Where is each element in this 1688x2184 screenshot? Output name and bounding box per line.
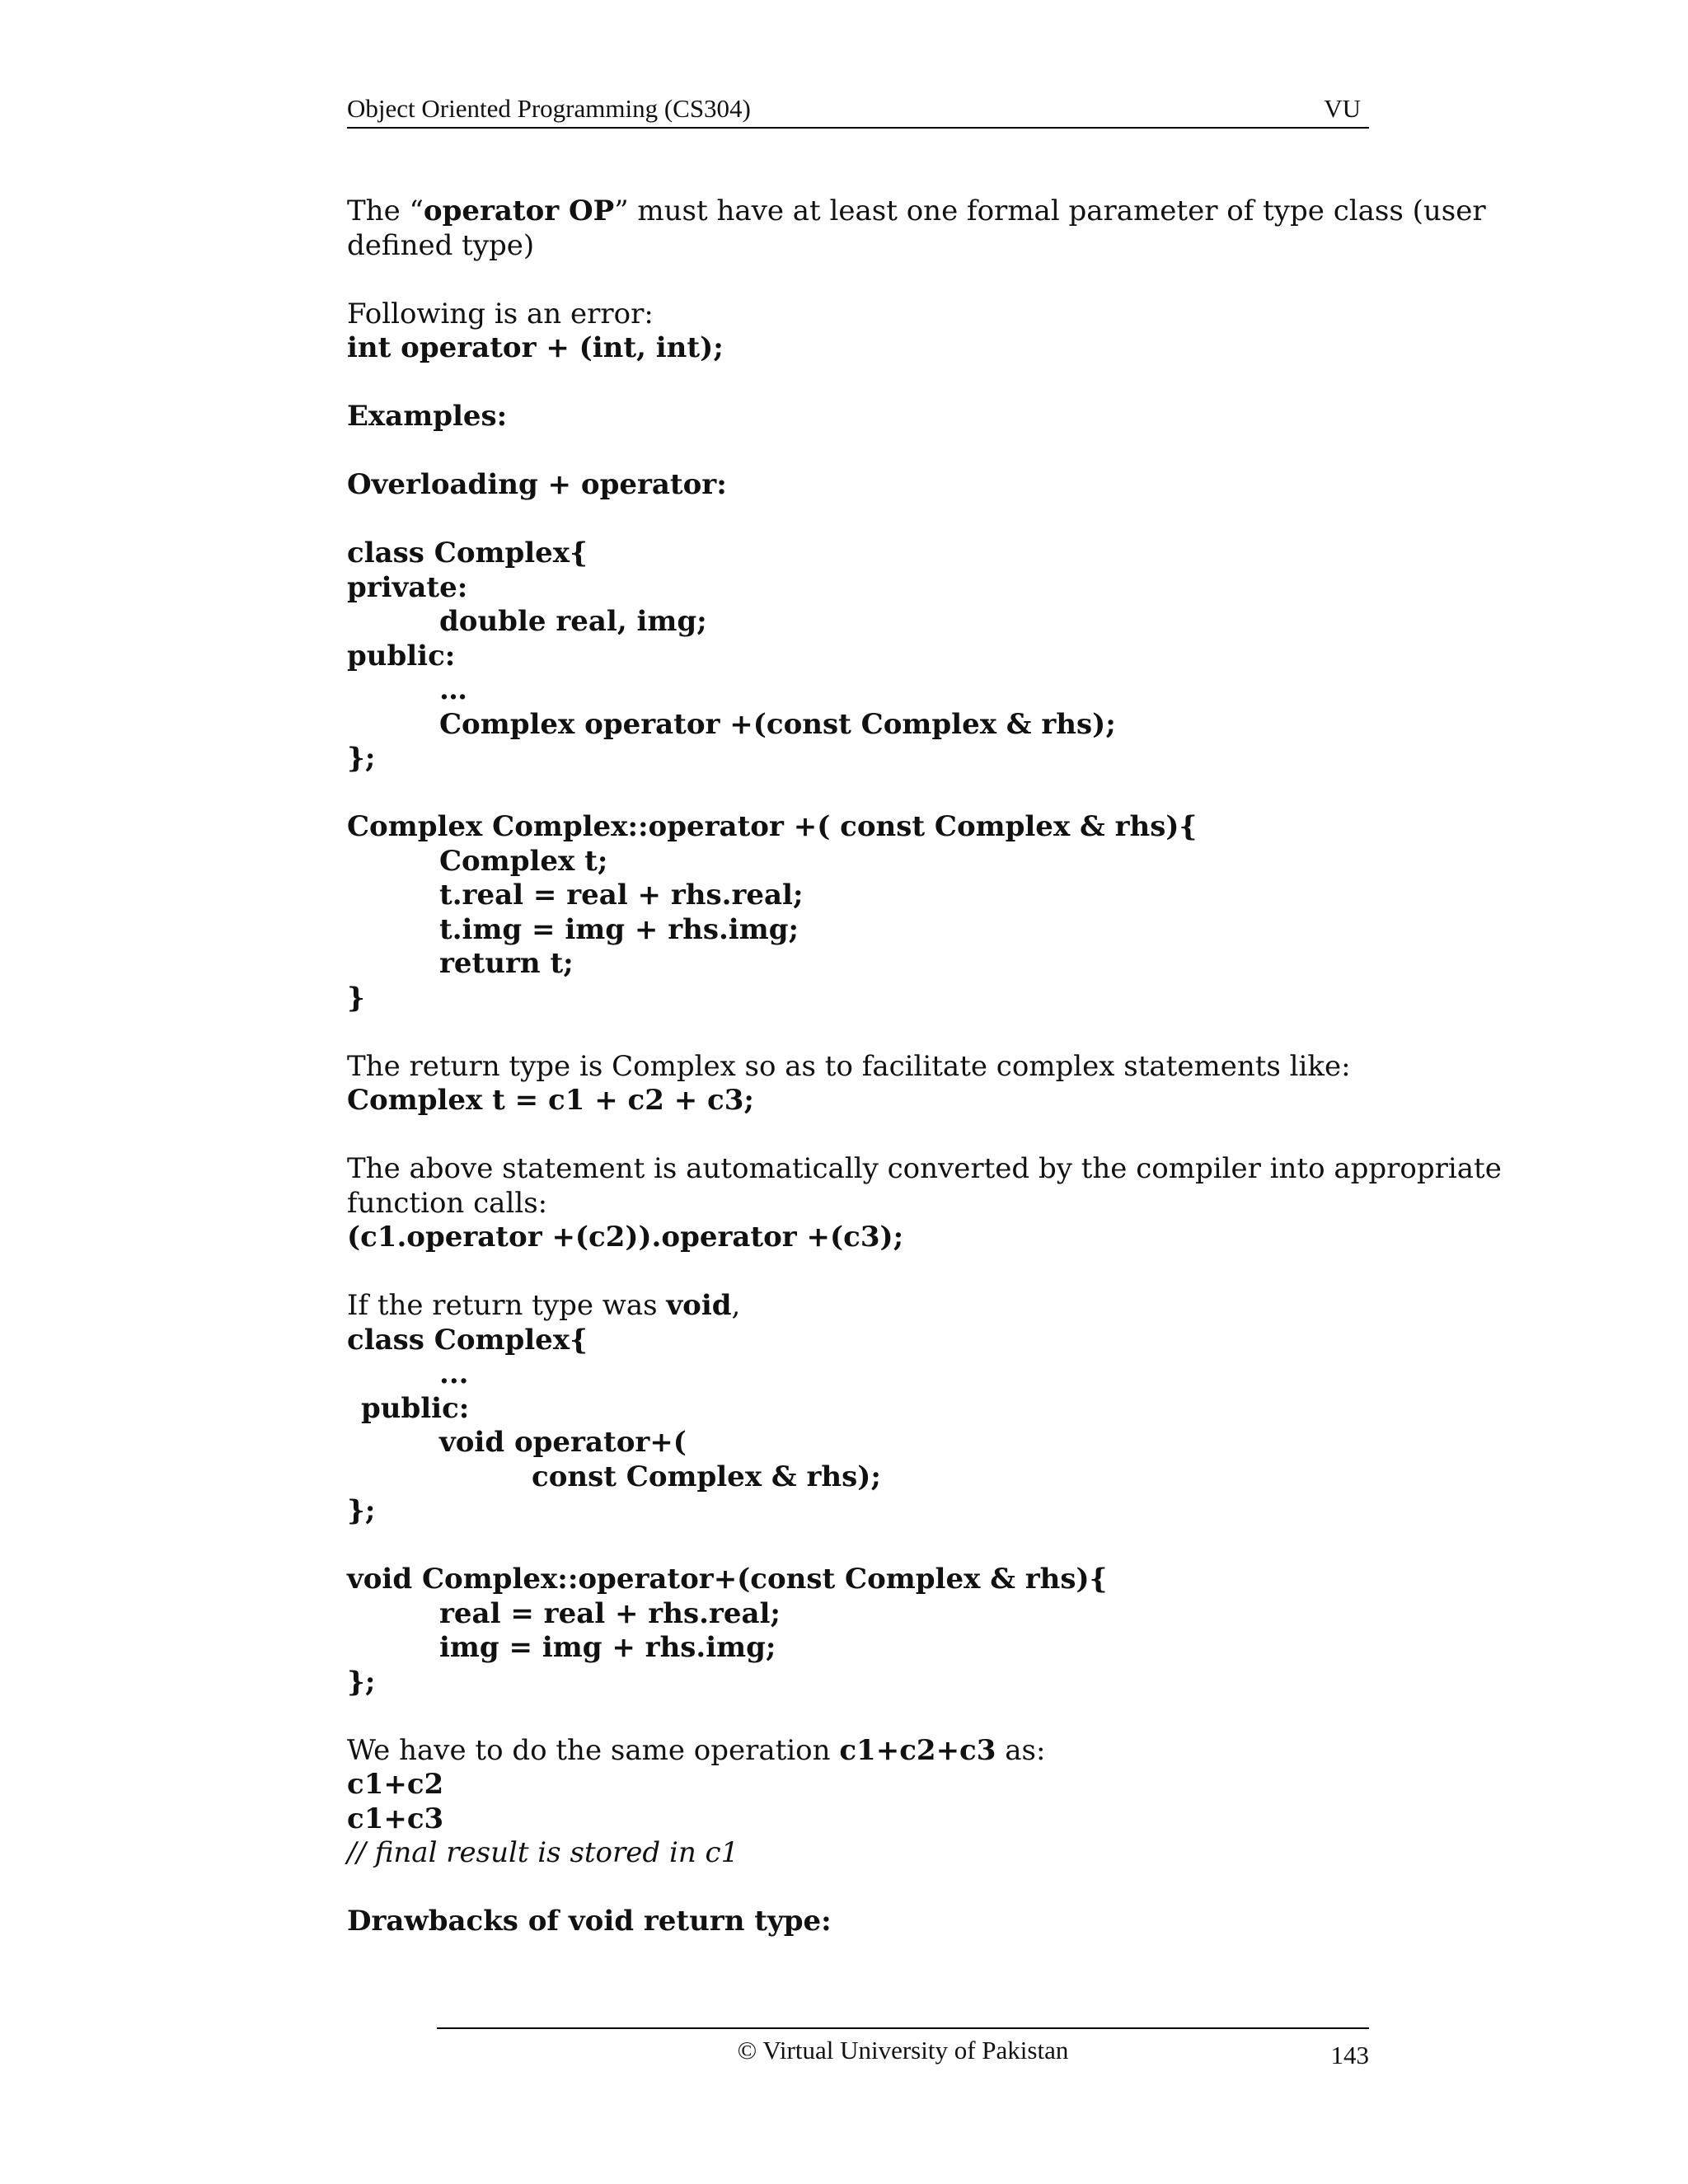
code-block-void-def	[347, 1563, 1369, 1699]
return-type-code: Complex t = c1 + c2 + c3;	[347, 1084, 754, 1117]
code-line: return t;	[439, 947, 574, 980]
code-line: class Complex{	[347, 1323, 588, 1357]
return-type-text: The return type is Complex so as to facilitate complex statements like:	[347, 1049, 1351, 1083]
code-line: t.real = real + rhs.real;	[439, 879, 804, 912]
code-line: };	[347, 742, 376, 775]
code-line: Complex operator +(const Complex & rhs);	[439, 707, 1116, 741]
page-body	[347, 194, 1502, 1939]
code-block-void-class	[347, 1324, 1369, 1529]
code-line: void operator+(	[439, 1426, 687, 1459]
code-line: const Complex & rhs);	[532, 1460, 881, 1493]
code-comment: // final result is stored in c1	[347, 1836, 739, 1869]
code-line: class Complex{	[347, 537, 588, 569]
auto-convert-line2: function calls:	[347, 1186, 548, 1220]
footer-copyright: © Virtual University of Pakistan	[737, 2036, 1069, 2064]
code-block-class	[347, 537, 1369, 776]
header-right: VU	[1324, 94, 1361, 123]
void-intro-comma: ,	[731, 1289, 741, 1322]
page-footer	[437, 2027, 1369, 2079]
code-line: private:	[347, 570, 468, 604]
same-operation-text	[347, 1734, 1369, 1769]
code-line: public:	[347, 639, 456, 673]
code-line: }	[347, 981, 365, 1015]
code-line: };	[347, 1665, 376, 1699]
code-line: void Complex::operator+(const Complex & rhs){	[347, 1563, 1108, 1596]
code-line: public:	[361, 1391, 470, 1425]
code-line: double real, img;	[439, 605, 707, 638]
error-text: Following is an error:	[347, 297, 654, 330]
code-line: c1+c2	[347, 1768, 444, 1801]
code-line: ...	[439, 1357, 469, 1390]
examples-heading: Examples:	[347, 400, 508, 433]
error-code: int operator + (int, int);	[347, 331, 724, 364]
auto-convert-code: (c1.operator +(c2)).operator +(c3);	[347, 1221, 904, 1254]
code-line: };	[347, 1494, 376, 1527]
same-op-text-a: We have to do the same operation	[347, 1733, 840, 1767]
intro-paragraph-line2: defined type)	[347, 228, 535, 262]
page-header	[347, 89, 1369, 129]
code-line: real = real + rhs.real;	[439, 1596, 781, 1630]
void-intro	[347, 1289, 1369, 1324]
code-line: img = img + rhs.img;	[439, 1631, 776, 1664]
intro-bold: operator OP	[423, 194, 615, 227]
auto-convert-line1: The above statement is automatically converted by the compiler into appropriate	[347, 1152, 1502, 1185]
code-line: Complex Complex::operator +( const Complex & rhs){	[347, 810, 1198, 843]
void-intro-text: If the return type was	[347, 1289, 667, 1322]
intro-text-b: ” must have at least one formal parameter of type class (user	[614, 194, 1486, 227]
void-intro-bold: void	[666, 1289, 732, 1322]
header-title: Object Oriented Programming (CS304)	[347, 94, 751, 123]
same-op-text-b: as:	[996, 1733, 1046, 1767]
intro-text-a: The “	[347, 194, 424, 227]
code-line: Complex t;	[439, 844, 608, 878]
page-number: 143	[1330, 2041, 1369, 2069]
intro-paragraph-line1	[347, 194, 1486, 229]
drawbacks-heading: Drawbacks of void return type:	[347, 1905, 832, 1938]
overloading-heading: Overloading + operator:	[347, 468, 727, 501]
code-line: t.img = img + rhs.img;	[439, 912, 799, 946]
code-line: …	[439, 673, 467, 706]
code-line: c1+c3	[347, 1802, 444, 1835]
same-op-bold: c1+c2+c3	[839, 1733, 996, 1767]
code-block-operator-def	[347, 810, 1369, 1015]
